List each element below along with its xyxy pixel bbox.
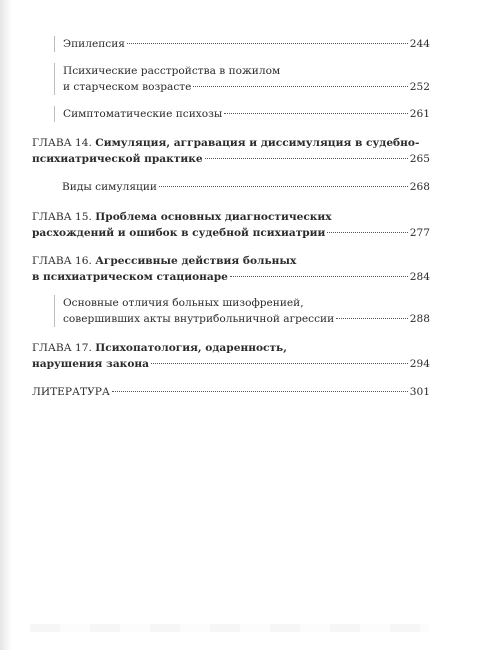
toc-entry-last-line xyxy=(63,79,430,95)
toc-section-entry[interactable] xyxy=(54,295,430,327)
page-number: 244 xyxy=(409,38,430,50)
dot-leader xyxy=(193,86,407,87)
toc-entry-title: нарушения закона xyxy=(32,358,150,370)
toc-section-entry[interactable] xyxy=(54,36,430,52)
toc-entry-title: ЛИТЕРАТУРА xyxy=(32,386,110,398)
table-of-contents xyxy=(32,36,430,400)
toc-section-entry[interactable] xyxy=(62,179,430,195)
toc-entry-line xyxy=(63,63,430,79)
toc-entry-last-line xyxy=(32,384,430,400)
page-number: 265 xyxy=(409,153,430,165)
dot-leader xyxy=(159,186,408,187)
toc-entry-title: Симптоматические психозы xyxy=(63,108,223,120)
dot-leader xyxy=(205,158,408,159)
page-number: 294 xyxy=(409,358,430,370)
toc-entry-title: и старческом возрасте xyxy=(63,81,192,93)
toc-entry-title: психиатрической практике xyxy=(32,153,203,165)
toc-entry-title: Проблема основных диагностических xyxy=(95,211,332,223)
toc-chapter-entry[interactable] xyxy=(32,135,430,167)
toc-chapter-entry[interactable] xyxy=(32,340,430,372)
toc-entry-line xyxy=(32,135,430,151)
toc-entry-line xyxy=(32,253,430,269)
dot-leader xyxy=(224,113,407,114)
toc-entry-last-line xyxy=(63,36,430,52)
dot-leader xyxy=(327,232,407,233)
toc-entry[interactable] xyxy=(32,384,430,400)
dot-leader xyxy=(230,276,408,277)
toc-entry-title: Психические расстройства в пожилом xyxy=(63,65,281,77)
toc-entry-title: расхождений и ошибок в судебной психиатрии xyxy=(32,227,326,239)
page-number: 261 xyxy=(409,108,430,120)
toc-entry-last-line xyxy=(32,225,430,241)
chapter-number: ГЛАВА 17. xyxy=(32,342,92,354)
toc-entry-last-line xyxy=(32,269,430,285)
toc-entry-line xyxy=(32,340,430,356)
toc-section-entry[interactable] xyxy=(54,63,430,95)
toc-entry-last-line xyxy=(63,106,430,122)
toc-entry-last-line xyxy=(32,151,430,167)
page-number: 301 xyxy=(409,386,430,398)
page-number: 284 xyxy=(409,271,430,283)
toc-entry-title: Агрессивные действия больных xyxy=(95,255,297,267)
toc-entry-title: Эпилепсия xyxy=(63,38,125,50)
toc-chapter-entry[interactable] xyxy=(32,253,430,285)
toc-section-entry[interactable] xyxy=(54,106,430,122)
toc-entry-title: совершивших акты внутрибольничной агрессии xyxy=(63,313,335,325)
toc-entry-title: Симуляция, аггравация и диссимуляция в судебно- xyxy=(95,137,420,149)
toc-entry-title: в психиатрическом стационаре xyxy=(32,271,228,283)
page-number: 277 xyxy=(409,227,430,239)
toc-entry-last-line xyxy=(62,179,430,195)
toc-entry-line xyxy=(63,295,430,311)
chapter-number: ГЛАВА 15. xyxy=(32,211,92,223)
chapter-number: ГЛАВА 16. xyxy=(32,255,92,267)
page-number: 252 xyxy=(409,81,430,93)
chapter-number: ГЛАВА 14. xyxy=(32,137,92,149)
toc-chapter-entry[interactable] xyxy=(32,209,430,241)
dot-leader xyxy=(112,391,408,392)
toc-entry-title: Виды симуляции xyxy=(62,181,157,193)
toc-entry-last-line xyxy=(63,311,430,327)
toc-entry-title: Психопатология, одаренность, xyxy=(95,342,287,354)
page-bleed-through xyxy=(30,624,430,632)
dot-leader xyxy=(127,43,408,44)
toc-entry-last-line xyxy=(32,356,430,372)
page-number: 268 xyxy=(409,181,430,193)
page-number: 288 xyxy=(409,313,430,325)
page-edge-shadow xyxy=(0,0,12,650)
dot-leader xyxy=(151,363,408,364)
toc-entry-line xyxy=(32,209,430,225)
toc-entry-title: Основные отличия больных шизофренией, xyxy=(63,297,304,309)
dot-leader xyxy=(336,318,408,319)
